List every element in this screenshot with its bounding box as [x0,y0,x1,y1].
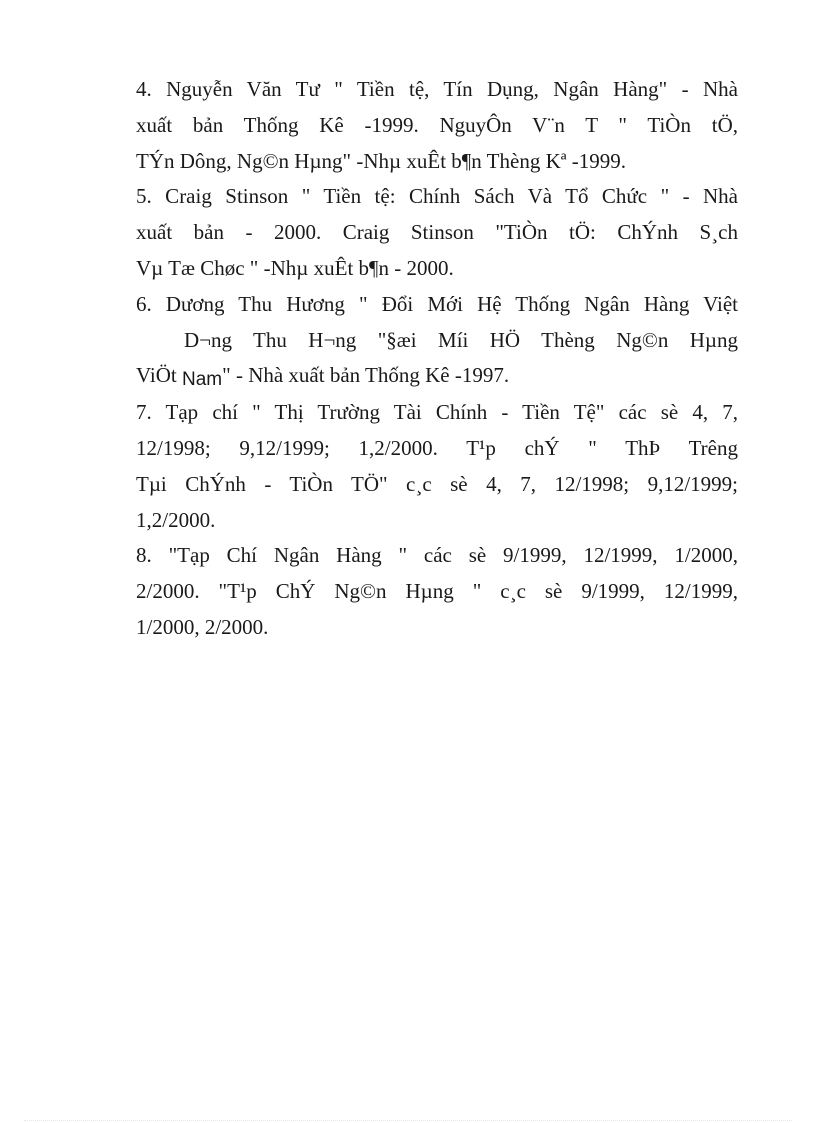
reference-line: Tµi ChÝnh - TiÒn TÖ" c¸c sè 4, 7, 12/1998; 9,12/1999; [136,471,738,496]
reference-item-7 [136,395,738,538]
reference-item-8 [136,538,738,645]
reference-line: 1,2/2000. [136,507,216,532]
reference-text: ViÖt [136,363,182,388]
reference-line: 5. Craig Stinson " Tiền tệ: Chính Sách Và Tổ Chức " - Nhà [136,184,738,209]
reference-line: TÝn Dông, Ng©n Hµng" -Nhµ xuÊt b¶n Thèng Kª -1999. [136,148,627,173]
reference-line: 12/1998; 9,12/1999; 1,2/2000. T¹p chÝ " ThÞ Trêng [136,435,738,460]
reference-line: xuất bản - 2000. Craig Stinson "TiÒn tÖ: ChÝnh S¸ch [136,220,738,245]
reference-line: 7. Tạp chí " Thị Trường Tài Chính - Tiền Tệ" các sè 4, 7, [136,400,738,425]
reference-item-4 [136,72,738,179]
reference-text: " - Nhà xuất bản Thống Kê -1997. [222,363,510,388]
reference-line: D¬ng Thu H¬ng "§æi Míi HÖ Thèng Ng©n Hµng [184,327,738,352]
reference-line [136,358,738,395]
reference-line: xuất bản Thống Kê -1999. NguyÔn V¨n T " TiÒn tÖ, [136,112,738,137]
reference-text-sans: Nam [182,369,223,391]
reference-line: 2/2000. "T¹p ChÝ Ng©n Hµng " c¸c sè 9/1999, 12/1999, [136,579,738,604]
reference-line: 1/2000, 2/2000. [136,614,269,639]
reference-line: Vµ Tæ Chøc " -Nhµ xuÊt b¶n - 2000. [136,255,454,280]
reference-item-5 [136,179,738,286]
reference-line: 4. Nguyễn Văn Tư " Tiền tệ, Tín Dụng, Ngân Hàng" - Nhà [136,77,738,101]
reference-line: 8. "Tạp Chí Ngân Hàng " các sè 9/1999, 12/1999, 1/2000, [136,543,738,568]
reference-item-6 [136,287,738,395]
reference-line: 6. Dương Thu Hương " Đổi Mới Hệ Thống Ngân Hàng Việt [136,291,738,316]
page-bottom-divider [24,1120,792,1121]
reference-list [136,72,738,646]
